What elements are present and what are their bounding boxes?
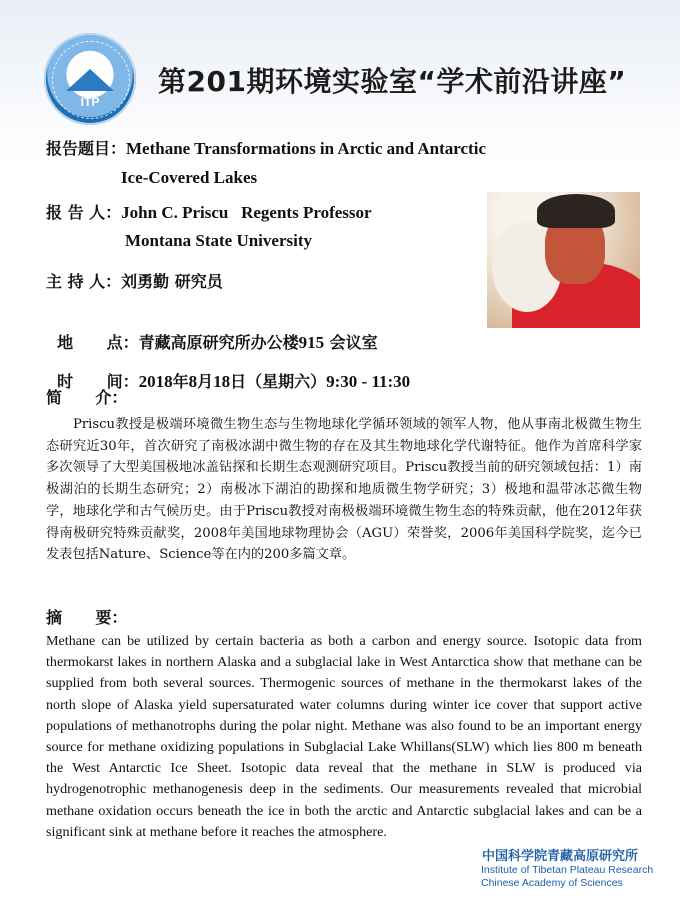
time-label: 时 间： [57, 372, 139, 391]
venue-room-number: 915 [298, 333, 325, 352]
host-label: 主 持 人： [46, 272, 122, 291]
time-month: 8 [188, 372, 198, 391]
time-month-unit: 月 [197, 372, 214, 391]
itp-logo [44, 33, 136, 125]
speaker-row [46, 200, 372, 223]
speaker-row-2 [125, 231, 312, 251]
abstract-text: Methane can be utilized by certain bacteria as both a carbon and energy source. Isotopic data from thermokarst lakes in northern Alaska and a subglacial lake in West Antarctica show that methane can be supplied from both several sources. Thermogenic sources of methane in the thermokarst lakes of the north slope of Alaska yield supersaturated water columns during winter ice cover that support active populations of methanotrophs during the polar night. Methane was also found to be an important energy source for methane oxidizing populations in Subglacial Lake Whillans(SLW) which lies 800 m beneath the West Antarctic Ice Sheet. Isotopic data reveal that the methane in SLW is produced via hydrogenotrophic methanogenesis deep in the sediments. Our measurements revealed that microbial methane oxidation occurs beneath the ice in both the arctic and Antarctic subglacial lakes and can be a significant sink at methane before it reaches the atmosphere. [46, 633, 642, 840]
venue-building: 青藏高原研究所办公楼 [138, 333, 299, 352]
logo-text: ITP [80, 95, 100, 109]
page-title: 第201期环境实验室“学术前沿讲座” [158, 65, 627, 98]
venue-label: 地 点： [57, 333, 139, 352]
topic-row [46, 136, 486, 159]
topic-line2: Ice-Covered Lakes [121, 168, 258, 187]
mountain-icon [66, 69, 114, 91]
topic-line1: Methane Transformations in Arctic and Antarctic [126, 139, 486, 158]
time-day: 18 [213, 372, 231, 391]
footer-org-en-1: Institute of Tibetan Plateau Research [481, 864, 654, 876]
venue-row [46, 311, 378, 353]
speaker-photo [487, 192, 640, 328]
topic-label: 报告题目： [46, 139, 127, 158]
venue-room: 会议室 [324, 333, 378, 352]
footer-org-cn: 中国科学院青藏高原研究所 [482, 849, 639, 864]
speaker-label: 报 告 人： [46, 203, 122, 222]
speaker-line2: Montana State University [125, 231, 312, 250]
photo-hat [537, 194, 615, 228]
time-range: 9:30 - 11:30 [326, 372, 411, 391]
intro-text: Priscu教授是极端环境微生物生态与生物地球化学循环领域的领军人物，他从事南北极微生物生态研究近30年，首次研究了南极冰湖中微生物的存在及其生物地球化学代谢特征。他作为首席科学家多次领导了大型美国极地冰盖钻探和长期生态观测研究项目。Priscu教授当前的研究领域包括：1）南极湖泊的长期生态研究；2）南极冰下湖泊的勘探和地质微生物学研究；3）极地和温带冰芯微生物学，地球化学和古气候历史。由于Priscu教授对南极极端环境微生物生态的特殊贡献，他在2012年获得南极研究特殊贡献奖，2008年美国地球物理协会（AGU）荣誉奖，2006年美国科学院奖，迄今已发表包括Nature、Science等在内的200多篇文章。 [46, 417, 642, 563]
host-row [46, 269, 223, 292]
time-year: 2018 [138, 372, 173, 391]
time-year-unit: 年 [172, 372, 189, 391]
host-name: 刘勇勤 研究员 [121, 272, 223, 291]
time-weekday: 日（星期六） [230, 372, 327, 391]
topic-row-2 [121, 168, 257, 188]
abstract-heading: 摘 要： [46, 608, 128, 627]
speaker-line1: John C. Priscu Regents Professor [121, 203, 372, 222]
intro-heading: 简 介： [46, 388, 128, 407]
footer-org-en-2: Chinese Academy of Sciences [481, 877, 623, 889]
